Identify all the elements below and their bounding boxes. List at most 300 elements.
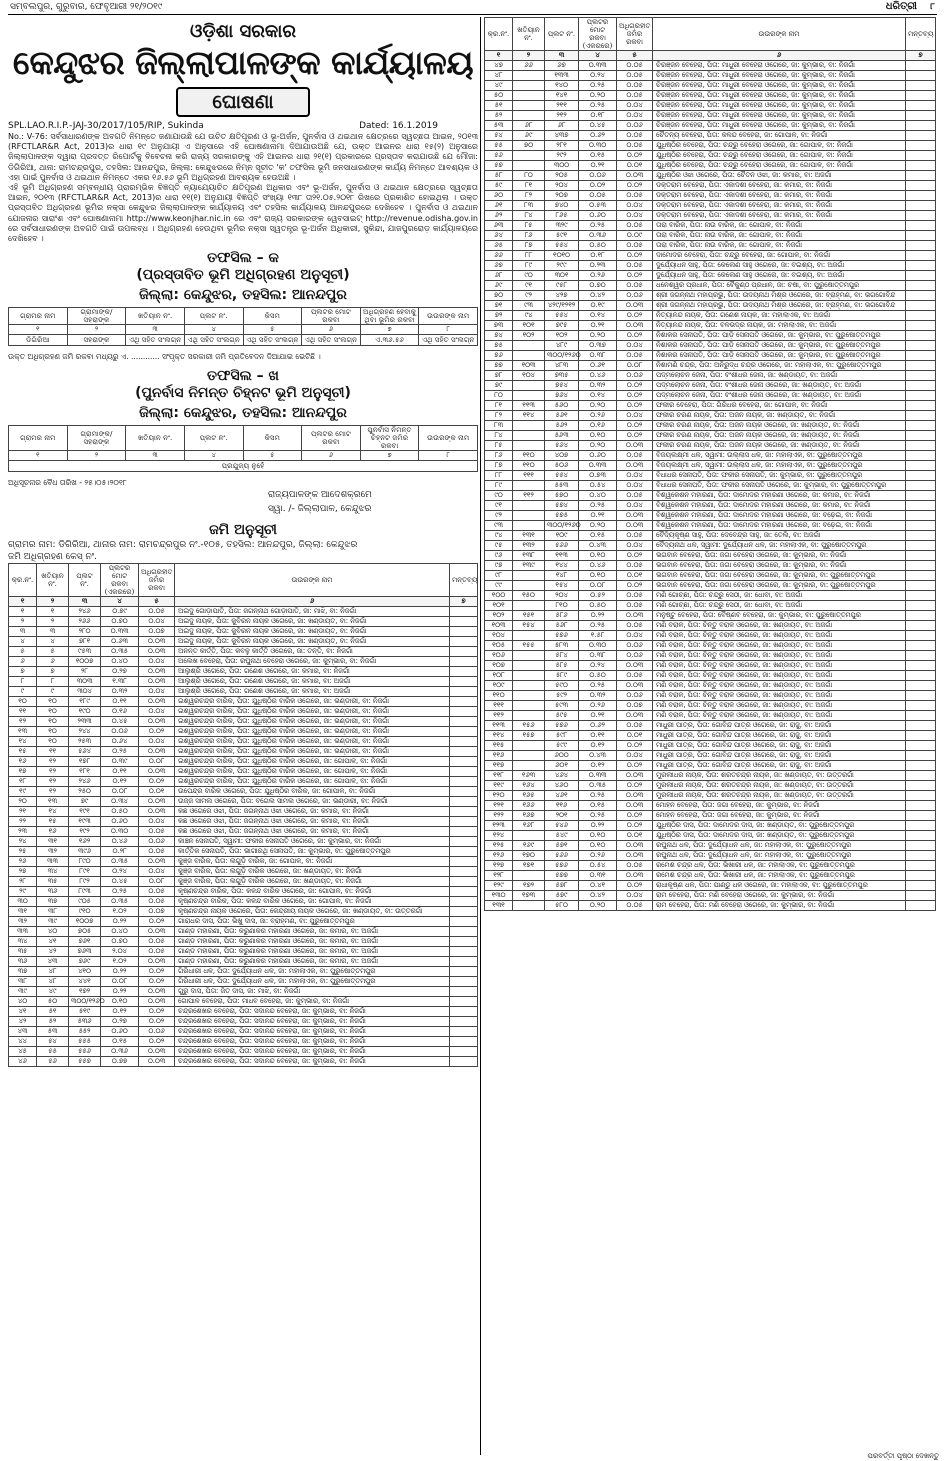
table-cell: ବିଶ୍ୱକେଶନ ମହାରଣା, ପିତା: ଦାମୋଦର ମହାରଣା ଓଗେରେ, ଜା: ବଢ଼େଇ, ବା: ନିଜଗାଁ: [653, 511, 906, 521]
table-cell: ୦.୭୯: [101, 607, 139, 617]
table-cell: ୧୧୯: [485, 781, 513, 791]
column-header: ଉଉରଙ୍କ ନାମ: [419, 426, 478, 451]
table-cell: [450, 777, 478, 787]
table-cell: ୦.୨୨: [101, 917, 139, 927]
table-cell: ୩୦୦: [545, 161, 579, 171]
table-cell: ୧୪: [37, 807, 69, 817]
table-cell: ଚିରଞ୍ଜନ ବେହେରା, ପିତା: ମାଧୁରୀ ବେହେରା ଓଗେରେ, ଜା: କୁମ୍ଭାର, ବା: ନିଜଗାଁ: [653, 91, 906, 101]
table-cell: ୯୧୦: [69, 907, 101, 917]
table-cell: ବିଶ୍ୱକେଶନ ମହାରଣା, ପିତା: ଦାମୋଦର ମହାରଣା ଓଗେରେ, ଜା: କମାର, ବା: ନିଜଗାଁ: [653, 491, 906, 501]
table-cell: [513, 691, 545, 701]
table-cell: ୦.୬୦: [579, 211, 617, 221]
table-cell: [450, 987, 478, 997]
table-row: [485, 621, 936, 631]
schedule-kha-title: ତଫସିଲ – ଖ: [207, 368, 279, 385]
table-row: [485, 841, 936, 851]
table-cell: ୪୨: [37, 947, 69, 957]
table-cell: ୩୦: [9, 897, 37, 907]
table-cell: ବିଶ୍ୱକେଶନ ମହାରଣା, ପିତା: ଦାମୋଦର ମହାରଣା ଓଗେରେ, ଜା: କମାର, ବା: ନିଜଗାଁ: [653, 501, 906, 511]
table-row: [9, 637, 478, 647]
table-cell: ଡକ୍ତରାମ ବେହେରା, ପିତା: ଏକାଦଶୀ ବେହେରା, ଜା: କମାର, ବା: ନିଜଗାଁ: [653, 211, 906, 221]
table-cell: ମଣି ଗୋଚ୍ଛା, ପିତା: ଚନ୍ଦ୍ରୁ ସେଠୀ, ଜା: ଧୋବା, ବା: ଅଜଗାଁ: [653, 591, 906, 601]
table-cell: [513, 661, 545, 671]
table-cell: ୦.୨୭: [101, 1017, 139, 1027]
table-cell: ଯୁଧିଷ୍ଠିର ଦାସ, ପିତା: ଦାମୋଦର ଦାସ, ଜା: ଖଣ୍ଡାୟତ, ବା: ପୁରୁଷୋତ୍ତମପୁର: [653, 831, 906, 841]
table-cell: ୦.୦୩: [139, 1057, 175, 1067]
table-cell: ଯୁଧିଷ୍ଠିର ବେହେରା, ପିତା: ଚନ୍ଦ୍ରୁ ବେହେରା ଓଗେରେ, ଜା: ଗୋପାଳ, ବା: ନିଜଗାଁ: [653, 161, 906, 171]
table-cell: [513, 651, 545, 661]
table-cell: ଅଇଦୁ ନାୟକ, ପିତା: କୁବିରନ ନାୟକ ଓଗେରେ, ଜା: ଖଣ୍ଡାୟତ, ବା: ନିଜଗାଁ: [175, 627, 450, 637]
table-cell: ୧୦: [9, 697, 37, 707]
table-cell: ୫୪୯: [545, 831, 579, 841]
table-cell: ୦.୦୬: [579, 171, 617, 181]
table-cell: ୦.୫୩: [579, 201, 617, 211]
table-row: [485, 181, 936, 191]
table-cell: ୨୨: [9, 817, 37, 827]
table-cell: ୦.୨୪: [579, 661, 617, 671]
table-row: [9, 897, 478, 907]
table-cell: ୦.୦୩: [139, 637, 175, 647]
table-cell: ୨୫୦: [69, 787, 101, 797]
table-cell: ୦.୨୦: [579, 441, 617, 451]
table-row: [485, 531, 936, 541]
table-cell: ମାଧୁରୀ ପାତ୍ର, ପିତା: ଗୋବିନ୍ଦ ପାତ୍ର ଓଗେରେ, ଜା: ରାଜୁ, ବା: ଅଜଗାଁ: [653, 731, 906, 741]
table-cell: ୨୪୬: [69, 777, 101, 787]
table-cell: ୦.୦୧: [617, 161, 653, 171]
table-cell: ୯୩: [513, 301, 545, 311]
table-cell: [513, 671, 545, 681]
table-cell: ୨୦: [9, 797, 37, 807]
table-cell: ୫୧୯: [69, 1007, 101, 1017]
column-header: ଖତିୟାନ ନଂ.: [513, 18, 545, 51]
table-cell: ୦.୦୫: [617, 591, 653, 601]
table-cell: ମଣି ବରାଳ, ପିତା: ଚିନ୍ତୁ ବରାଳ ଓଗେରେ, ଜା: ଖଣ୍ଡାୟତ, ବା: ଅଜଗାଁ: [653, 691, 906, 701]
schedule-kha-subtitle: (ପୁନର୍ବାସ ନିମନ୍ତ ଚିହ୍ନଟ ଭୂମି ଅନୁସୂଚୀ): [135, 385, 351, 402]
table-row: [9, 967, 478, 977]
table-cell: ୦.୨୧: [579, 511, 617, 521]
table-cell: [450, 647, 478, 657]
table-cell: ୦.୦୭: [617, 701, 653, 711]
table-cell: ୦.୦୮: [617, 361, 653, 371]
table-row: [485, 371, 936, 381]
table-cell: ୦.୧୨: [579, 761, 617, 771]
table-cell: ଚିରଞ୍ଜନ ବେହେରା, ପିତା: ମାଧୁରୀ ବେହେରା ଓଗେରେ, ଜା: କୁମ୍ଭାର, ବା: ନିଜଗାଁ: [653, 111, 906, 121]
column-header: ପ୍ଲଟ ନଂ.: [184, 308, 243, 325]
table-cell: ୫୬୨: [545, 421, 579, 431]
table-cell: ୪୨୯/୧୨୧୨: [545, 301, 579, 311]
table-cell: [906, 151, 936, 161]
table-cell: ୮: [9, 677, 37, 687]
table-cell: [906, 631, 936, 641]
table-cell: ୧୩: [37, 797, 69, 807]
column-header: ଅଧିଗ୍ରହଣ ହେବାକୁ ଥିବା ଭୂମିର ରକବା: [360, 308, 419, 325]
table-cell: ସହରାଙ୍କ: [67, 335, 126, 346]
table-cell: ୦.୦୪: [139, 737, 175, 747]
table-cell: ଅଇଦୁ ନାୟକ, ପିତା: କୁବିରନ ନାୟକ ଓଗେରେ, ଜା: ଖଣ୍ଡାୟତ, ବା: ନିଜଗାଁ: [175, 617, 450, 627]
table-cell: ୦.୦୩: [617, 871, 653, 881]
table-cell: ୦.୦୮: [139, 877, 175, 887]
table-row: [9, 977, 478, 987]
table-cell: ୫୧: [37, 1007, 69, 1017]
table-cell: ୧୦୧: [513, 321, 545, 331]
table-cell: [513, 431, 545, 441]
table-cell: ଭଗବାନ ବେହେରା, ପିତା: ଜଗା ବେହେରା ଓଗେରେ, ଜା: କୁମ୍ଭାର, ବା: ପୁରୁଷୋତ୍ତମପୁର: [653, 581, 906, 591]
table-cell: [906, 451, 936, 461]
table-cell: ୦.୦୩: [617, 791, 653, 801]
table-cell: ୦.୦୫: [617, 621, 653, 631]
table-cell: ଚିରଞ୍ଜନ ବେହେରା, ପିତା: ମାଧୁରୀ ବେହେରା ଓଗେରେ, ଜା: କୁମ୍ଭାର, ବା: ନିଜଗାଁ: [653, 121, 906, 131]
table-row: [9, 907, 478, 917]
table-cell: ୯୪: [513, 311, 545, 321]
page-number: ୮: [930, 2, 935, 12]
table-cell: ୧୦: [37, 737, 69, 747]
table-cell: [906, 281, 936, 291]
table-row: [485, 711, 936, 721]
table-cell: ୦.୩୯: [101, 757, 139, 767]
table-cell: ବିଧାଧର ସେନାପତି, ପିତା: ଫକୀର ସେନାପତି, ଜା: କୁମ୍ଭାର, ବା: ପୁରୁଷୋତ୍ତମପୁର: [653, 471, 906, 481]
table-row: [485, 901, 936, 911]
table-cell: [450, 627, 478, 637]
table-cell: ୯: [9, 687, 37, 697]
table-cell: [906, 91, 936, 101]
table-cell: [450, 1017, 478, 1027]
table-cell: [450, 1047, 478, 1057]
table-cell: ୦.୧୪: [579, 391, 617, 401]
table-cell: ୧୯୩: [69, 817, 101, 827]
table-cell: ୩୧: [9, 907, 37, 917]
table-cell: ଇଶ୍ୱରଚନ୍ଦ୍ର ବାରିକ, ପିତା: ଯୁଧିଷ୍ଠିର ବାରିକ ଓଗେରେ, ଜା: ଗୋପାଳ, ବା: ନିଜଗାଁ: [175, 757, 450, 767]
column-header: ଗ୍ରାମାଙ୍କ/ ସହରାଙ୍କ: [67, 308, 126, 325]
table-cell: ୨୧୨: [545, 111, 579, 121]
table-cell: [906, 231, 936, 241]
column-header: ଖତିୟାନ ନଂ.: [126, 308, 185, 325]
table-row: [9, 947, 478, 957]
table-cell: ୦.୪୫: [101, 877, 139, 887]
table-cell: ୯୦୫: [69, 897, 101, 907]
table-cell: ୪୩: [37, 957, 69, 967]
table-cell: ୨୮୧: [545, 141, 579, 151]
table-cell: ୦.୦୫: [617, 721, 653, 731]
column-number: ୮: [419, 451, 478, 461]
table-cell: ୦.୩୬: [101, 1047, 139, 1057]
table-cell: ୬୯: [513, 131, 545, 141]
table-cell: [906, 421, 936, 431]
table-cell: ୧୦: [37, 727, 69, 737]
table-cell: [450, 757, 478, 767]
table-cell: ଚିରଞ୍ଜନ ବେହେରା, ପିତା: ମାଧୁରୀ ବେହେରା ଓଗେରେ, ଜା: କୁମ୍ଭାର, ବା: ନିଜଗାଁ: [653, 101, 906, 111]
table-cell: [906, 271, 936, 281]
table-cell: ୬୩: [485, 221, 513, 231]
table-cell: ୭୧: [485, 301, 513, 311]
table-cell: ୦.୨୧: [579, 711, 617, 721]
table-cell: ୦.୦୩: [139, 797, 175, 807]
table-cell: ୦.୩୩: [579, 771, 617, 781]
table-cell: ୫୭୬: [545, 861, 579, 871]
table-cell: ୭୬୪: [545, 391, 579, 401]
table-cell: ୦.୦୫: [617, 671, 653, 681]
table-cell: ଶ୍ରୀ ଜଗନ୍ନାଥ ମହାପ୍ରଭୁ, ପିତା: ଉଦୟନାଥ ମିଶ୍ର ଓଗେରେ, ଜା: ବ୍ରାହ୍ମଣ, ବା: ଭଗଗୋବିନ୍ଦ: [653, 301, 906, 311]
table-cell: [450, 977, 478, 987]
table-cell: ୦.୦୧: [617, 831, 653, 841]
table-cell: ୧୪୧: [545, 91, 579, 101]
column-header: ଗ୍ରାମର ନାମ: [9, 308, 68, 325]
table-cell: ୭୪: [485, 331, 513, 341]
table-row: [485, 291, 936, 301]
table-cell: ୫୭୯: [545, 891, 579, 901]
table-cell: ବିଜୟଲକ୍ଷ୍ମୀ ଧଳ, ସ୍ୱାମୀ: ଉଲ୍ଲାସ ଧଳ, ଜା: ମହାଲାଏକ, ବା: ପୁରୁଷୋତ୍ତମପୁର: [653, 461, 906, 471]
table-cell: ୫୯: [485, 181, 513, 191]
table-cell: ୧୬୬: [513, 801, 545, 811]
table-cell: ୧୨୫: [485, 841, 513, 851]
table-row: [485, 191, 936, 201]
table-cell: ଯୁଧିଷ୍ଠିର ବେହେରା, ପିତା: ଚନ୍ଦ୍ରୁ ବେହେରା ଓଗେରେ, ଜା: ଗୋପାଳ, ବା: ନିଜଗାଁ: [653, 151, 906, 161]
table-cell: ୭୭: [485, 361, 513, 371]
table-row: [485, 631, 936, 641]
table-cell: [513, 501, 545, 511]
table-row: [9, 957, 478, 967]
table-cell: [906, 621, 936, 631]
table-cell: ୩୬: [9, 957, 37, 967]
table-row: [9, 817, 478, 827]
table-cell: [906, 901, 936, 911]
table-row: [9, 727, 478, 737]
table-row: [485, 271, 936, 281]
table-cell: ୧୭୧: [513, 861, 545, 871]
table-cell: ୧୩: [9, 727, 37, 737]
table-cell: ମୁରଲୀଧର ନାୟକ, ପିତା: ଶରତଚନ୍ଦ୍ର ନାୟକ, ଜା: ଖଣ୍ଡାୟତ, ବା: ଉତ୍ତରଗାଁ: [653, 771, 906, 781]
table-cell: ୭୩୫: [545, 371, 579, 381]
table-row: [485, 541, 936, 551]
table-cell: ୦.୦୨: [617, 381, 653, 391]
table-cell: ଗିରିଧାରୀ ଧଳ, ପିତା: ଦୁର୍ଯ୍ୟୋଧନ ଧଳ, ଜା: ମହାଲାଏକ, ବା: ପୁରୁଷୋତ୍ତମପୁର: [175, 967, 450, 977]
table-cell: ୧୬୯: [513, 841, 545, 851]
table-cell: ୬୦୦: [545, 751, 579, 761]
table-row: [485, 871, 936, 881]
table-cell: ୫୦୬: [545, 461, 579, 471]
table-cell: ୮୭: [513, 241, 545, 251]
table-cell: ୦.୦୨: [617, 581, 653, 591]
table-cell: ୨୬: [9, 857, 37, 867]
table-cell: ୦.୫୦: [101, 807, 139, 817]
column-header: ପ୍ଲଟର ମୋଟ ରକବା (ଏକରରେ): [579, 18, 617, 51]
table-cell: [450, 997, 478, 1007]
table-cell: ୨୩: [9, 827, 37, 837]
table-cell: ୭୫୪: [545, 381, 579, 391]
table-cell: ୧: [9, 607, 37, 617]
table-cell: ୦.୦୫: [139, 937, 175, 947]
table-cell: ୦.୦୫: [617, 531, 653, 541]
table-cell: ମାଧୁରୀ ପାତ୍ର, ପିତା: ଗୋବିନ୍ଦ ପାତ୍ର ଓଗେରେ, ଜା: ରାଜୁ, ବା: ଅଜଗାଁ: [653, 741, 906, 751]
table-cell: ୧.୦୨: [101, 957, 139, 967]
table-cell: [513, 481, 545, 491]
table-cell: [450, 767, 478, 777]
table-cell: ୦.୧୫: [579, 151, 617, 161]
column-number: ୨: [513, 51, 545, 61]
table-cell: ୫୫୫: [69, 1037, 101, 1047]
table-row: [9, 917, 478, 927]
table-cell: ୫୯୧: [545, 231, 579, 241]
govt-title: ଓଡ଼ିଶା ସରକାର: [190, 21, 296, 42]
table-row: [485, 551, 936, 561]
table-cell: ୧୮: [9, 777, 37, 787]
table-row: [9, 627, 478, 637]
table-cell: ୨୯୯: [545, 261, 579, 271]
table-cell: ୦.୦୨: [617, 431, 653, 441]
table-row: [9, 677, 478, 687]
table-cell: ରାଧାକୃଷ୍ଣ ଧଳ, ପିତା: ପାଣ୍ଡୁ ଧଳ ଓଗେରେ, ଜା: ମହାଲାଏକ, ବା: ପୁରୁଷୋତ୍ତମପୁର: [653, 881, 906, 891]
table-cell: ଉପେନ୍ଦ୍ର ବାରିକ ଓଗେରେ, ପିତା: ଯୁଧିଷ୍ଠିର ବାରିକ, ଜା: ଗୋପାଳ, ବା: ନିଜଗାଁ: [175, 787, 450, 797]
table-cell: ୩୧: [37, 837, 69, 847]
table-cell: ୧୦୬: [485, 651, 513, 661]
table-cell: [513, 571, 545, 581]
schedule-ka-note: ଉକ୍ତ ଅଧିଗ୍ରହଣ ଜମି ରକବା ମଧ୍ୟରୁ ଏ. ............ ସଂପୃକ୍ତ ସରକାରୀ ଜମି ପ୍ରତିବେଦନ ଦିଆଯାଇ ଭେଟିଛି ।: [8, 352, 321, 362]
table-cell: ୧୨: [37, 787, 69, 797]
table-cell: ୦.୩୮: [579, 351, 617, 361]
table-cell: ଇଶ୍ୱରଚନ୍ଦ୍ର ବାରିକ, ପିତା: ଯୁଧିଷ୍ଠିର ବାରିକ ଓଗେରେ, ଜା: ଭଣ୍ଡାରୀ, ବା: ନିଜଗାଁ: [175, 747, 450, 757]
table-cell: ଗାଣ୍ଡ ମହାରଣା, ପିତା: କରୁଣାକର ମହାରଣା ଓଗେରେ, ଜା: କମାର, ବା: ଅଜଗାଁ: [175, 937, 450, 947]
table-cell: [450, 717, 478, 727]
table-cell: ୦.୨୭: [101, 667, 139, 677]
continued-note: ପରବର୍ତ୍ତୀ ପୃଷ୍ଠା ଦେଖନ୍ତୁ: [867, 1452, 939, 1460]
table-cell: ୧୧୮: [485, 771, 513, 781]
table-cell: ୧: [37, 607, 69, 617]
table-cell: ୦.୪୨: [579, 891, 617, 901]
table-cell: ୦.୦୫: [617, 61, 653, 71]
table-cell: ୧୫୦: [513, 591, 545, 601]
table-cell: ୦.୦୫: [617, 241, 653, 251]
table-cell: ୧୭୨: [69, 987, 101, 997]
land-schedule-table-left: [8, 563, 478, 1067]
table-cell: ୧୨: [9, 717, 37, 727]
table-row: [485, 251, 936, 261]
table-cell: ୧୪୮: [545, 571, 579, 581]
table-cell: ୦.୦୫: [617, 261, 653, 271]
left-column: [8, 17, 478, 1455]
column-number: ୬: [175, 597, 450, 607]
table-cell: ତାରା ବାରିକ, ପିତା: ନାଉ ବାରିକ, ଜା: ଗୋପାଳ, ବା: ନିଜଗାଁ: [653, 221, 906, 231]
table-cell: ୫୨: [37, 1017, 69, 1027]
table-cell: ୦.୦୮: [101, 787, 139, 797]
table-cell: ୧୩୩: [545, 71, 579, 81]
table-row: [485, 611, 936, 621]
table-cell: ୦.୦୪: [617, 501, 653, 511]
table-cell: ୦.୪୦: [101, 927, 139, 937]
table-cell: [906, 741, 936, 751]
table-cell: ୨୦୪: [545, 181, 579, 191]
table-row: [485, 721, 936, 731]
table-cell: ଧନେଶ୍ୱର ପ୍ରଧାନ, ପିତା: ବୈକୁଣ୍ଠ ପ୍ରଧାନ, ଜା: ଚଷା, ବା: ପୁରୁଷୋତ୍ତମପୁର: [653, 281, 906, 291]
table-cell: ଉଜ୍ଜ ସାମଲ ଓଗେରେ, ପିତା: ବଗେଲ ସାମଲ ଓଗେରେ, ଜା: ଭଣ୍ଡାରୀ, ବା: ନିଜଗାଁ: [175, 797, 450, 807]
table-cell: ବିଜୟଲକ୍ଷ୍ମୀ ଧଳ, ସ୍ୱାମୀ: ଉଲ୍ଲାସ ଧଳ, ଜା: ମହାଲାଏକ, ବା: ପୁରୁଷୋତ୍ତମପୁର: [653, 451, 906, 461]
table-cell: ୩: [37, 627, 69, 637]
table-cell: ୩୨୯: [545, 221, 579, 231]
table-row: [485, 361, 936, 371]
table-cell: ରମେଶ ଚନ୍ଦ୍ର ଧଳ, ପିତା: ଭିଖାରୀ ଧଳ, ଜା: ମହାଲାଏକ, ବା: ପୁରୁଷୋତ୍ତମପୁର: [653, 871, 906, 881]
table-row: [485, 131, 936, 141]
table-cell: ୮୩: [485, 421, 513, 431]
table-cell: [450, 1037, 478, 1047]
table-cell: ୫୯୨: [545, 691, 579, 701]
table-cell: [906, 851, 936, 861]
table-cell: ୦.୦୩: [617, 461, 653, 471]
table-cell: [906, 791, 936, 801]
table-cell: ୮୫: [485, 441, 513, 451]
table-cell: ୦.୦୪: [139, 617, 175, 627]
column-number: ୭: [906, 51, 936, 61]
table-cell: ୦.୬୨: [579, 721, 617, 731]
table-cell: [450, 697, 478, 707]
table-cell: [906, 891, 936, 901]
table-cell: ୮୦: [513, 171, 545, 181]
column-header: ପ୍ଲଟ ନଂ.: [545, 18, 579, 51]
table-cell: ୧୦୦୭: [69, 657, 101, 667]
table-row: [485, 661, 936, 671]
table-cell: ରାମ ବେହେରା, ପିତା: ମଣି ବେହେରା ଓଗେରେ, ଜା: କୁମ୍ଭାର, ବା: ନିଜଗାଁ: [653, 891, 906, 901]
table-cell: ୭୪୦: [545, 201, 579, 211]
table-cell: ୦.୦୩: [617, 711, 653, 721]
table-cell: ତାରା ବାରିକ, ପିତା: ନାଉ ବାରିକ, ଜା: ଗୋପାଳ, ବା: ନିଜଗାଁ: [653, 231, 906, 241]
table-cell: [906, 751, 936, 761]
table-cell: [906, 691, 936, 701]
table-row: [9, 647, 478, 657]
table-cell: ୫୯୦: [545, 681, 579, 691]
table-cell: ୧୪: [9, 737, 37, 747]
table-cell: ୦.୦୨: [617, 271, 653, 281]
table-cell: [906, 101, 936, 111]
table-cell: ୫୫୪: [545, 471, 579, 481]
table-cell: [906, 161, 936, 171]
table-row: [9, 867, 478, 877]
table-cell: ମୋହନ ବେହେରା, ପିତା: ଜଗା ବେହେରା, ଜା: କୁମ୍ଭାର, ବା: ନିଜଗାଁ: [653, 801, 906, 811]
table-cell: ଗୁରୁ ଦାସ, ପିତା: ଜିତ ଦାସ, ଜା: ମାଝି, ବା: ନିଜଗାଁ: [175, 987, 450, 997]
table-cell: [906, 291, 936, 301]
column-number: ୧: [9, 451, 68, 461]
table-cell: [906, 241, 936, 251]
table-cell: ୫୭୬: [545, 631, 579, 641]
table-cell: [450, 957, 478, 967]
table-cell: [906, 331, 936, 341]
table-cell: ୨୧: [9, 807, 37, 817]
table-cell: ୫୩: [37, 1027, 69, 1037]
table-cell: ୫୫୩: [545, 481, 579, 491]
table-cell: ଚନ୍ଦ୍ରଶେଖର ବେହେରା, ପିତା: ସଦାନନ୍ଦ ବେହେରା, ଜା: କୁମ୍ଭାର, ବା: ନିଜଗାଁ: [175, 1027, 450, 1037]
table-cell: [450, 1007, 478, 1017]
table-cell: [906, 781, 936, 791]
table-cell: ୧୧୧: [513, 471, 545, 481]
table-cell: ୧୧: [37, 747, 69, 757]
table-cell: ୫୯୯: [545, 741, 579, 751]
table-cell: ୦.୦୫: [617, 91, 653, 101]
table-cell: ୧୩୧: [513, 531, 545, 541]
table-cell: ୧୦୩: [513, 361, 545, 371]
table-cell: ୦.୪୩: [579, 751, 617, 761]
table-row: [485, 451, 936, 461]
column-header: ପ୍ଲଟ ନଂ.: [69, 564, 101, 597]
table-cell: ୦.୦୩: [139, 957, 175, 967]
table-cell: ଚିରଞ୍ଜନ ବେହେରା, ପିତା: ମାଧୁରୀ ବେହେରା ଓଗେରେ, ଜା: କୁମ୍ଭାର, ବା: ନିଜଗାଁ: [653, 61, 906, 71]
table-cell: [906, 841, 936, 851]
table-cell: ୨୯: [9, 887, 37, 897]
table-cell: କୁଞ୍ଜ ବାରିକ, ପିତା: ଲଗୁଡ଼ି ବାରିକ ଓଗେରେ, ଜା: ଖଣ୍ଡାୟତ, ବା: ନିଜଗାଁ: [175, 877, 450, 887]
table-cell: ନିଶାମଣି ଚନ୍ଦ୍ର, ପିତା: ଅନିରୁଦ୍ଧ ଚନ୍ଦ୍ର ଓଗେରେ, ଜା: ମହାଲାଏକ, ବା: ପୁରୁଷୋତ୍ତମପୁର: [653, 361, 906, 371]
table-cell: ୦.୪୫: [101, 717, 139, 727]
table-cell: ୨୭: [9, 867, 37, 877]
table-cell: ୯୫୩: [69, 647, 101, 657]
column-number: ୬: [302, 325, 361, 335]
table-cell: ୦.୪୩: [579, 541, 617, 551]
table-cell: ୬୦: [485, 191, 513, 201]
table-cell: ମଣି ବରାଳ, ପିତା: ଚିନ୍ତୁ ବରାଳ ଓଗେରେ, ଜା: ଖଣ୍ଡାୟତ, ବା: ଅଜଗାଁ: [653, 701, 906, 711]
